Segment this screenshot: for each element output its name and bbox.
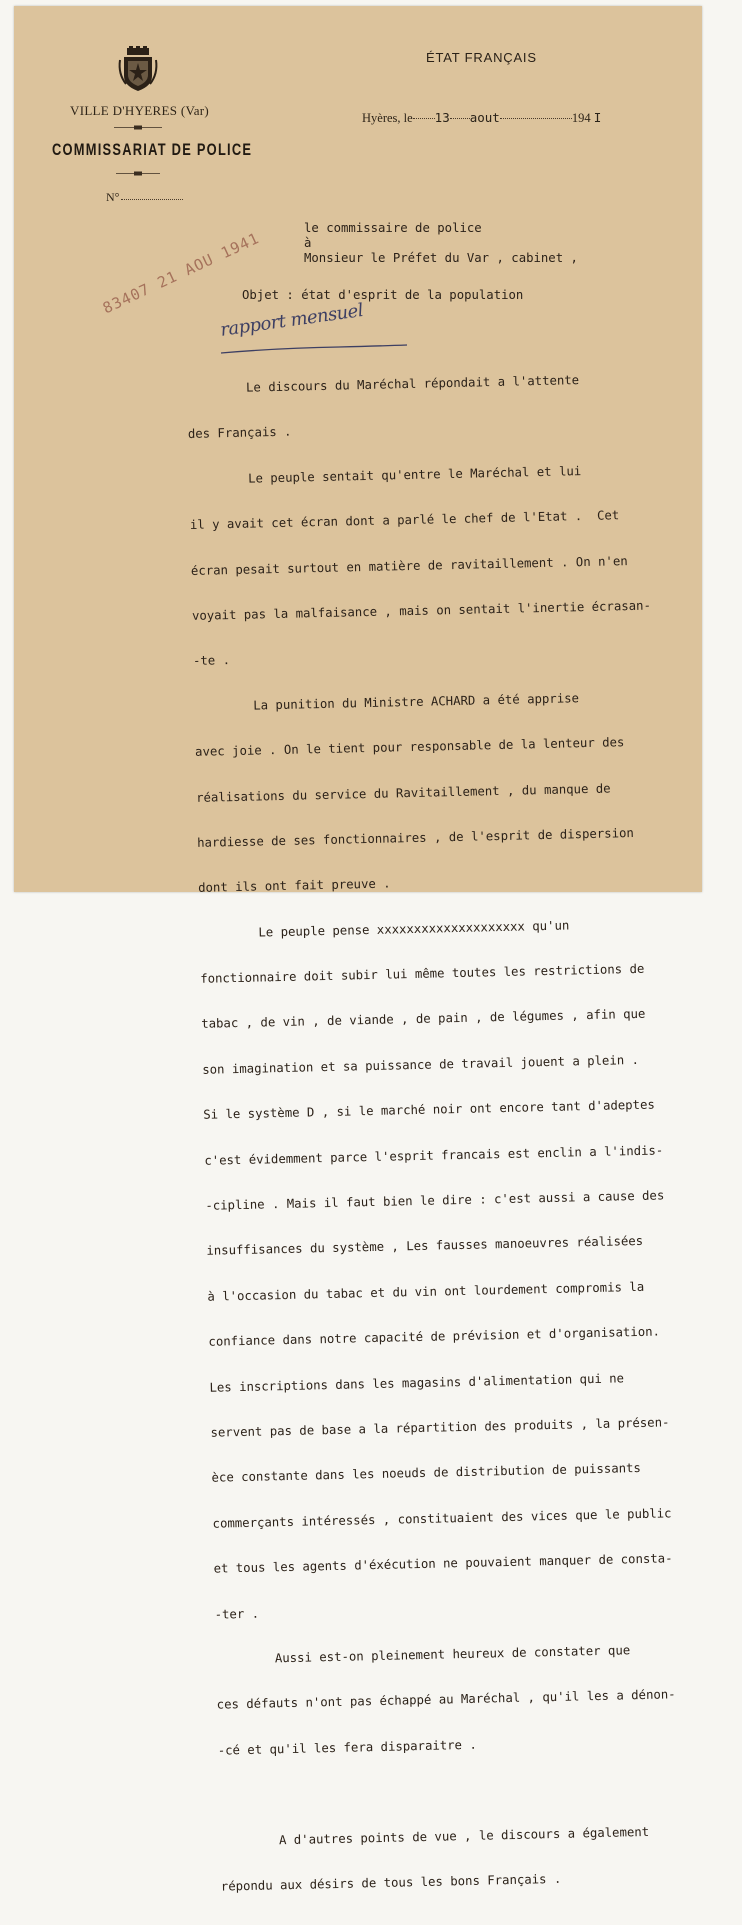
body-line: répondu aux désirs de tous les bons Français . bbox=[220, 1871, 562, 1894]
letter-page bbox=[14, 6, 702, 1894]
letter-body bbox=[186, 340, 742, 1925]
date-year-digit: I bbox=[593, 110, 602, 125]
body-line: confiance dans notre capacité de prévision et d'organisation. bbox=[208, 1324, 661, 1349]
date-place: Hyères, le bbox=[362, 111, 413, 125]
body-line: Aussi est-on pleinement heureux de constater que bbox=[215, 1643, 631, 1667]
reference-number-label: N° bbox=[106, 190, 120, 204]
body-line: écran pesait surtout en matière de ravitaillement . On n'en bbox=[190, 553, 628, 578]
body-line: La punition du Ministre ACHARD a été apprise bbox=[193, 690, 580, 714]
body-line: servent pas de base a la répartition des produits , la présen- bbox=[210, 1415, 670, 1440]
date-month: aout bbox=[469, 110, 500, 125]
sender: le commissaire de police bbox=[304, 221, 482, 235]
body-line: des Français . bbox=[187, 425, 292, 442]
date-line bbox=[362, 110, 601, 126]
body-line: -ter . bbox=[214, 1606, 260, 1622]
body-line: il y avait cet écran dont a parlé le chef de l'Etat . Cet bbox=[189, 508, 620, 533]
address-to: à bbox=[304, 236, 312, 250]
body-line: ces défauts n'ont pas échappé au Maréchal , qu'il les a dénon- bbox=[216, 1687, 676, 1712]
body-line: hardiesse de ses fonctionnaires , de l'esprit de dispersion bbox=[196, 825, 634, 850]
body-line: A d'autres points de vue , le discours a également bbox=[219, 1824, 650, 1849]
body-line: avec joie . On le tient pour responsable de la lenteur des bbox=[194, 735, 625, 760]
divider-ornament bbox=[114, 124, 162, 131]
body-line: Le peuple sentait qu'entre le Maréchal et lui bbox=[188, 463, 582, 487]
body-line: fonctionnaire doit subir lui même toutes les restrictions de bbox=[200, 961, 645, 986]
handwritten-annotation: rapport mensuel bbox=[219, 299, 365, 341]
body-line: -te . bbox=[192, 653, 231, 669]
received-stamp: 83407 21 AOU 1941 bbox=[100, 228, 263, 318]
body-line: -cé et qu'il les fera disparaitre . bbox=[217, 1737, 477, 1758]
body-line: à l'occasion du tabac et du vin ont lourdement compromis la bbox=[207, 1279, 645, 1304]
body-line: son imagination et sa puissance de travail jouent a plein . bbox=[202, 1052, 640, 1077]
subject-line: Objet : état d'esprit de la population bbox=[242, 288, 524, 302]
body-line: insuffisances du système , Les fausses manoeuvres réalisées bbox=[206, 1234, 644, 1259]
coat-of-arms-icon bbox=[118, 46, 158, 92]
body-line: Les inscriptions dans les magasins d'alimentation qui ne bbox=[209, 1370, 625, 1395]
body-line: commerçants intéressés , constituaient des vices que le public bbox=[212, 1506, 672, 1531]
body-line: Le peuple pense xxxxxxxxxxxxxxxxxxxx qu'un bbox=[199, 918, 570, 941]
date-year: 194 bbox=[571, 111, 591, 125]
town-heading: VILLE D'HYERES (Var) bbox=[70, 103, 210, 118]
office-heading: COMMISSARIAT DE POLICE bbox=[52, 141, 253, 159]
divider-ornament bbox=[116, 170, 160, 177]
body-line: dont ils ont fait preuve . bbox=[198, 876, 391, 896]
body-line: èce constante dans les noeuds de distribution de puissants bbox=[211, 1461, 642, 1486]
body-line: et tous les agents d'éxécution ne pouvaient manquer de consta- bbox=[213, 1551, 673, 1576]
body-line: -cipline . Mais il faut bien le dire : c'est aussi a cause des bbox=[205, 1188, 665, 1213]
body-line: Si le système D , si le marché noir ont encore tant d'adeptes bbox=[203, 1097, 655, 1123]
reference-number bbox=[106, 190, 183, 205]
body-line: voyait pas la malfaisance , mais on sentait l'inertie écrasan- bbox=[191, 598, 652, 623]
address-block bbox=[304, 221, 578, 266]
body-line: tabac , de vin , de viande , de pain , de légumes , afin que bbox=[201, 1007, 646, 1032]
body-line bbox=[219, 1777, 739, 1804]
body-line: c'est évidemment parce l'esprit francais est enclin a l'indis- bbox=[204, 1143, 664, 1168]
body-line: réalisations du service du Ravitaillement , du manque de bbox=[195, 780, 611, 805]
recipient: Monsieur le Préfet du Var , cabinet , bbox=[304, 251, 578, 265]
body-line: Le discours du Maréchal répondait a l'attente bbox=[186, 373, 580, 396]
date-day: 13 bbox=[434, 110, 450, 125]
state-heading: ÉTAT FRANÇAIS bbox=[426, 50, 537, 65]
